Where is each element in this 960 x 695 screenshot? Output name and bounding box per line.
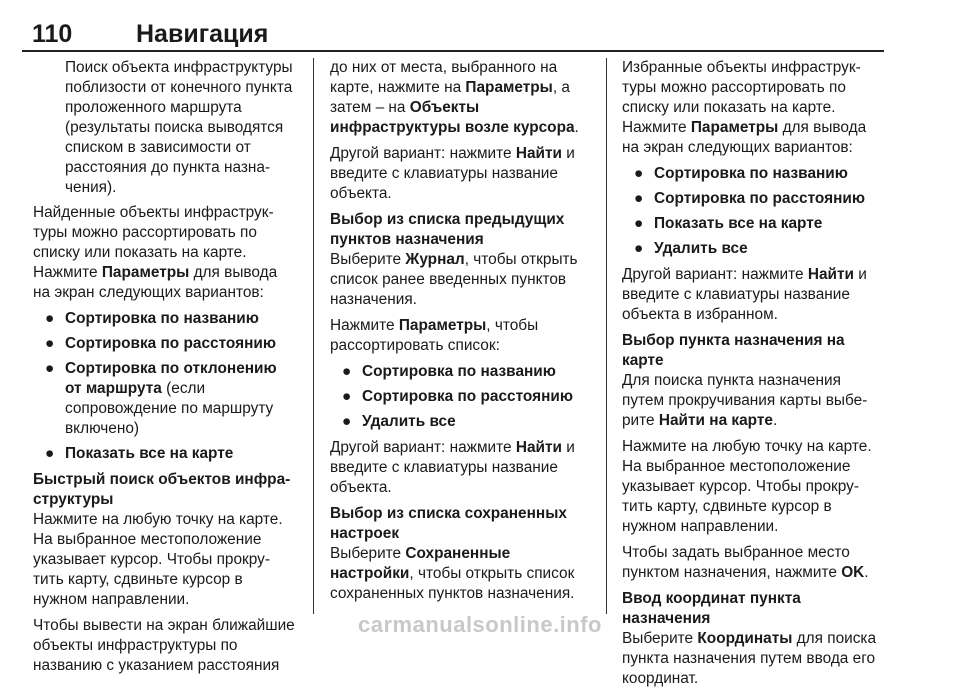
text: , а затем – на: [330, 79, 570, 116]
paragraph: [330, 58, 592, 138]
paragraph: [622, 629, 884, 689]
column-divider-1: [313, 58, 314, 614]
text: и введите с клавиатуры название объекта в избранном.: [622, 266, 867, 323]
text: .: [864, 564, 869, 581]
list-item: [33, 309, 295, 329]
list-item: [622, 189, 884, 209]
option-label: Показать все на карте: [654, 215, 823, 232]
find-keyword: Найти: [515, 145, 562, 162]
option-label: Удалить все: [362, 413, 456, 430]
text: .: [574, 119, 579, 136]
bullet-icon: ●: [342, 388, 352, 405]
text: Чтобы задать выбранное место пунктом назначения, нажмите: [622, 544, 850, 581]
paragraph: [330, 316, 592, 356]
paragraph: [330, 544, 592, 604]
ok-keyword: OK: [841, 564, 865, 581]
text: до них от места, выбранного на карте, нажмите на: [330, 59, 558, 96]
bullet-icon: ●: [45, 445, 55, 462]
params-keyword: Параметры: [465, 79, 553, 96]
poi-near-cursor-keyword: Объекты инфраструктуры возле курсора: [330, 99, 575, 136]
bullet-icon: ●: [342, 363, 352, 380]
section-heading: Выбор из списка сохраненных настроек: [330, 505, 567, 542]
list-item: [622, 164, 884, 184]
intro-paragraph: Поиск объекта инфраструктуры поблизости от конечного пункта проложенного маршрута (результаты поиска выводятся списком в зависимости от расстояния до пункта назначения).: [65, 59, 293, 196]
sort-intro-paragraph: [33, 203, 295, 303]
list-item: [330, 362, 592, 382]
text: .: [772, 412, 778, 429]
text: и введите с клавиатуры название объекта.: [330, 145, 575, 202]
chapter-title: Навигация: [136, 20, 269, 48]
text: , чтобы открыть список ранее введенных пунктов назначения.: [330, 251, 578, 308]
text: Другой вариант: нажмите: [330, 145, 516, 162]
text: и введите с клавиатуры название объекта.: [330, 439, 575, 496]
params-keyword: Параметры: [398, 317, 487, 334]
watermark: carmanualsonline.info: [358, 612, 602, 637]
option-label: Удалить все: [654, 240, 748, 257]
bullet-icon: ●: [45, 310, 55, 327]
list-item: [330, 412, 592, 432]
header-rule: [22, 50, 884, 52]
column-1: [33, 58, 295, 682]
option-label: Сортировка по названию: [362, 363, 556, 380]
text: для поиска пункта назначения путем ввода его координат.: [622, 630, 877, 687]
page-number: 110: [32, 20, 73, 48]
list-item: [622, 214, 884, 234]
find-keyword: Найти: [515, 439, 562, 456]
text: Выберите: [330, 545, 406, 562]
coordinates-keyword: Координаты: [697, 630, 793, 647]
paragraph: [330, 250, 592, 310]
option-label: Показать все на карте: [65, 445, 234, 462]
paragraph: Чтобы вывести на экран ближайшие объекты инфраструктуры по названию с указанием расстояния: [33, 617, 295, 674]
text: Другой вариант: нажмите: [330, 439, 516, 456]
text: Нажмите: [330, 317, 399, 334]
log-keyword: Журнал: [405, 251, 465, 268]
paragraph: [622, 265, 884, 325]
column-divider-2: [606, 58, 607, 614]
bullet-icon: ●: [45, 335, 55, 352]
paragraph: [330, 144, 592, 204]
option-label: Сортировка по названию: [654, 165, 848, 182]
params-keyword: Параметры: [101, 264, 190, 281]
bullet-icon: ●: [634, 215, 644, 232]
list-item: [330, 387, 592, 407]
option-label: Сортировка по названию: [65, 310, 259, 327]
section-heading: Выбор пункта назначения на карте: [622, 332, 845, 369]
bullet-icon: ●: [45, 360, 55, 377]
text: Другой вариант: нажмите: [622, 266, 808, 283]
text: Найденные объекты инфраструктуры можно рассортировать по списку или показать на карте. Нажмите: [33, 204, 274, 281]
column-2: [330, 58, 592, 610]
paragraph: [622, 58, 884, 158]
bullet-icon: ●: [634, 190, 644, 207]
page-header: [22, 6, 884, 50]
text: для вывода на экран следующих вариантов:: [33, 264, 278, 301]
saved-settings-keyword: Сохраненные настройки: [330, 545, 511, 582]
bullet-icon: ●: [634, 165, 644, 182]
section-heading: Ввод координат пункта назначения: [622, 590, 801, 627]
text: для вывода на экран следующих вариантов:: [622, 119, 867, 156]
text: Избранные объекты инфраструктуры можно рассортировать по списку или показать на карте. Нажмите: [622, 59, 861, 136]
list-item: [33, 359, 295, 439]
options-list: [330, 362, 592, 432]
text: Для поиска пункта назначения путем прокручивания карты выберите: [622, 372, 868, 429]
option-note: (если сопровождение по маршруту включено): [65, 380, 274, 437]
option-label: Сортировка по расстоянию: [654, 190, 865, 207]
paragraph: [330, 438, 592, 498]
section-heading: Выбор из списка предыдущих пунктов назначения: [330, 211, 565, 248]
bullet-icon: ●: [634, 240, 644, 257]
options-list: [622, 164, 884, 259]
option-label: Сортировка по расстоянию: [362, 388, 573, 405]
paragraph: [622, 371, 884, 431]
bullet-icon: ●: [342, 413, 352, 430]
options-list: [33, 309, 295, 464]
find-on-map-keyword: Найти на карте: [658, 412, 773, 429]
text: , чтобы рассортировать список:: [330, 317, 539, 354]
column-3: [622, 58, 884, 695]
paragraph: Нажмите на любую точку на карте. На выбранное местоположение указывает курсор. Чтобы прокрутить карту, сдвиньте курсор в нужном направлении.: [622, 438, 872, 535]
paragraph: [622, 543, 884, 583]
text: Выберите: [622, 630, 698, 647]
find-keyword: Найти: [807, 266, 854, 283]
section-heading: Быстрый поиск объектов инфраструктуры: [33, 471, 291, 508]
params-keyword: Параметры: [690, 119, 779, 136]
text: , чтобы открыть список сохраненных пунктов назначения.: [330, 565, 575, 602]
list-item: [33, 444, 295, 464]
text: Выберите: [330, 251, 406, 268]
list-item: [33, 334, 295, 354]
list-item: [622, 239, 884, 259]
option-label: Сортировка по отклонению от маршрута: [65, 360, 277, 397]
option-label: Сортировка по расстоянию: [65, 335, 276, 352]
paragraph: Нажмите на любую точку на карте. На выбранное местоположение указывает курсор. Чтобы прокрутить карту, сдвиньте курсор в нужном направлении.: [33, 511, 283, 608]
